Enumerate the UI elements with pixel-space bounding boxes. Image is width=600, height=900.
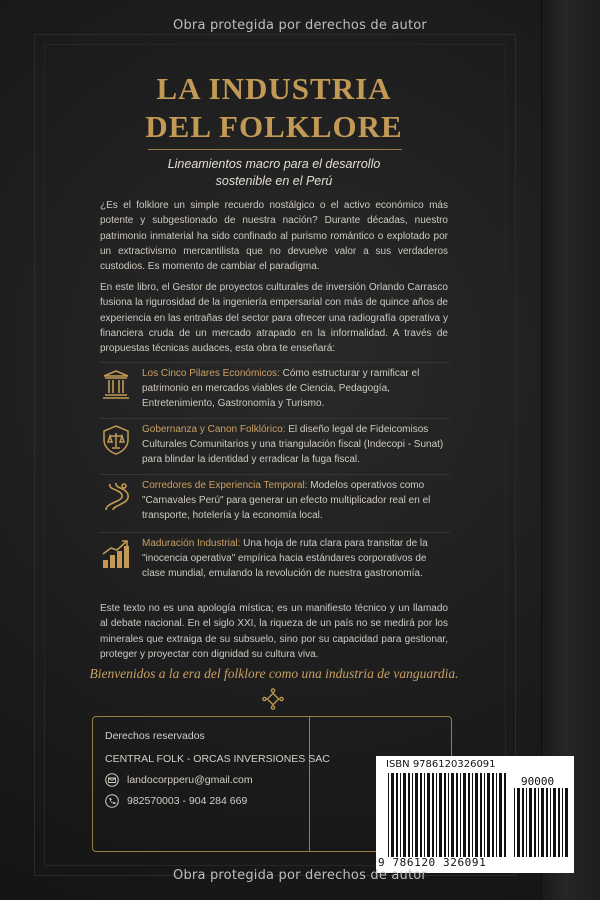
barcode-bar — [391, 773, 394, 857]
barcode-bar — [541, 788, 544, 857]
rights-reserved-label: Derechos reservados — [105, 730, 205, 742]
pillar-maturation — [100, 532, 450, 585]
barcode-bar — [546, 788, 548, 857]
copyright-watermark-bottom: Obra protegida por derechos de autor — [173, 868, 427, 883]
barcode-bar — [565, 788, 568, 857]
barcode-bar — [472, 773, 473, 857]
subtitle-line2: sostenible en el Perú — [215, 174, 333, 188]
barcode-bar — [400, 773, 401, 857]
barcode-bar — [550, 788, 551, 857]
barcode-bar — [396, 773, 398, 857]
barcode-bar — [499, 773, 502, 857]
book-title-line1: LA INDUSTRIA — [156, 71, 392, 106]
barcode-bar — [424, 773, 425, 857]
second-paragraph: En este libro, el Gestor de proyectos culturales de inversión Orlando Carrasco fusiona la rigurosidad de la ingeniería empersarial con más de quince años de experiencia en las entrañas del sector para ofrecer una radiografía operativa y financiera cruda de un mercado atrapado en la informalidad. A través de propuestas técnicas audaces, esta obra te enseñará: — [100, 282, 448, 355]
barcode-bar — [436, 773, 437, 857]
contact-phone: 982570003 - 904 284 669 — [127, 795, 248, 807]
pillar-heading: Los Cinco Pilares Económicos: — [142, 368, 280, 379]
contact-email: landocorpperu@gmail.com — [127, 774, 253, 786]
barcode-bar — [448, 773, 449, 857]
scales-shield-icon — [100, 424, 132, 456]
subtitle-line1: Lineamientos macro para el desarrollo — [167, 157, 381, 171]
barcode-bar — [553, 788, 556, 857]
pillar-heading: Corredores de Experiencia Temporal: — [142, 480, 308, 491]
intro-paragraph: ¿Es el folklore un simple recuerdo nostálgico o el activo económico más potente y subgestionado de nuestra nación? Durante décadas, nuestro patrimonio inmaterial ha sido confinado al purismo romántico o explotado por un extractivismo mercantilista que no devuelve valor a sus verdaderos custodios. Es momento de cambiar el paradigma. — [100, 200, 448, 273]
copyright-watermark-top: Obra protegida por derechos de autor — [173, 18, 427, 33]
barcode-bar — [475, 773, 478, 857]
pillar-text — [142, 366, 450, 411]
barcode-bar — [480, 773, 482, 857]
barcode-bar — [558, 788, 560, 857]
pillar-description: El diseño legal de Fideicomisos Culturales Comunitarios y una triangulación fiscal (Indecopi - Sunat) para blindar la identidad y erradicar la fuga fiscal. — [142, 424, 444, 465]
barcode-bar — [496, 773, 497, 857]
barcode-bar — [492, 773, 494, 857]
email-icon — [105, 773, 119, 787]
barcode-bar — [504, 773, 506, 857]
barcode-bar — [522, 788, 524, 857]
barcode-bar — [463, 773, 466, 857]
barcode-bar — [487, 773, 490, 857]
barcode-bar — [468, 773, 470, 857]
barcode-bar — [451, 773, 454, 857]
title-divider — [148, 149, 402, 150]
isbn-label: ISBN 9786120326091 — [386, 759, 496, 770]
price-code: 90000 — [521, 775, 555, 788]
pillar-description: Modelos operativos como "Carnavales Perú" para generar un efecto multiplicador real en el transporte, hotelería y la economía local. — [142, 480, 431, 521]
barcode-bar — [562, 788, 563, 857]
pillar-governance — [100, 418, 450, 471]
pillar-text — [142, 478, 450, 523]
book-subtitle — [0, 156, 548, 190]
phone-icon — [105, 794, 119, 808]
barcode-bars-main — [388, 773, 508, 857]
barcode-bar — [526, 788, 527, 857]
growth-chart-icon — [100, 538, 132, 570]
barcode-bar — [456, 773, 458, 857]
pillar-text — [142, 422, 450, 467]
barcode-bars-addon — [514, 788, 568, 857]
book-title-line2: DEL FOLKLORE — [145, 109, 403, 144]
barcode-bar — [403, 773, 406, 857]
isbn-digits: 9 786120 326091 — [378, 856, 487, 869]
pillar-heading: Gobernanza y Canon Folklórico: — [142, 424, 286, 435]
barcode-bar — [460, 773, 461, 857]
closing-tagline: Bienvenidos a la era del folklore como una industria de vanguardia. — [89, 666, 459, 681]
barcode-bar — [538, 788, 539, 857]
barcode-bar — [415, 773, 418, 857]
pillar-economic — [100, 362, 450, 415]
barcode-bar — [388, 773, 389, 857]
winding-road-icon — [100, 480, 132, 512]
barcode-bar — [432, 773, 434, 857]
pillar-text — [142, 536, 450, 581]
pillar-heading: Maduración Industrial: — [142, 538, 241, 549]
isbn-barcode — [376, 756, 574, 873]
pillar-description: Una hoja de ruta clara para transitar de la "inocencia operativa" empírica hacia estándares corporativos de clase mundial, emulando la revolución de nuestra gastronomía. — [142, 538, 428, 579]
barcode-bar — [517, 788, 520, 857]
publisher-name: CENTRAL FOLK - ORCAS INVERSIONES SAC — [105, 753, 330, 765]
barcode-bar — [529, 788, 532, 857]
rights-box-divider — [309, 717, 310, 851]
barcode-bar — [484, 773, 485, 857]
barcode-bar — [444, 773, 446, 857]
pillar-description: Cómo estructurar y ramificar el patrimonio en mercados viables de Ciencia, Pedagogía, Entretenimiento, Gastronomía y Turismo. — [142, 368, 420, 409]
pillar-corridors — [100, 474, 450, 527]
barcode-bar — [420, 773, 422, 857]
column-icon — [100, 368, 132, 400]
barcode-bar — [408, 773, 410, 857]
barcode-bar — [439, 773, 442, 857]
barcode-bar — [412, 773, 413, 857]
closing-paragraph: Este texto no es una apología mística; es un manifiesto técnico y un llamado al debate nacional. En el siglo XXI, la riqueza de un país no se medirá por los minerales que extraiga de su subsuelo, sino por su capacidad para gestionar, proteger y proyectar con dignidad su cultura viva. — [100, 603, 448, 660]
barcode-bar — [514, 788, 515, 857]
barcode-bar — [534, 788, 536, 857]
barcode-bar — [427, 773, 430, 857]
ornament-icon — [262, 688, 284, 710]
